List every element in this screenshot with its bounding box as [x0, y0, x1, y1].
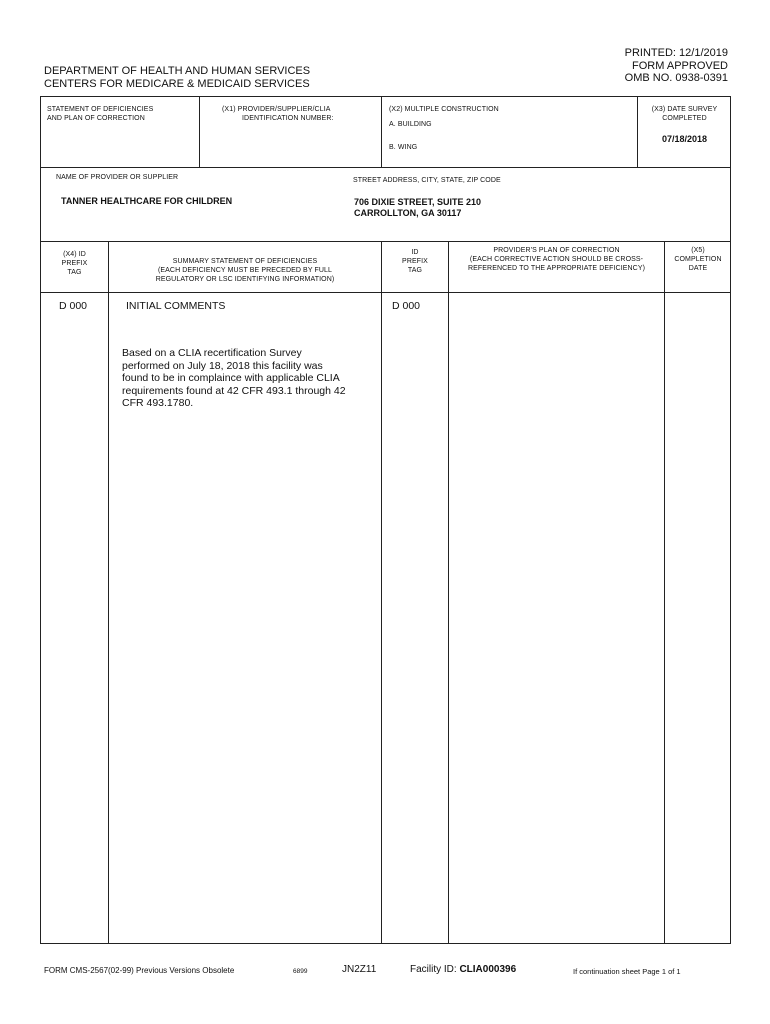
header-left — [44, 65, 310, 91]
divider — [381, 96, 382, 168]
header-right — [625, 47, 728, 85]
facility-label: Facility ID: — [410, 964, 460, 975]
footer-event-id: JN2Z11 — [342, 964, 377, 975]
x5-header — [665, 246, 731, 273]
plan-line2: (EACH CORRECTIVE ACTION SHOULD BE CROSS- — [469, 256, 644, 263]
x4-line3: TAG — [67, 269, 82, 276]
entry-text — [122, 347, 380, 410]
x4-header — [41, 250, 108, 277]
address-line1: 706 DIXIE STREET, SUITE 210 — [354, 197, 482, 207]
x5-line2: COMPLETION — [674, 256, 722, 263]
printed-date: PRINTED: 12/1/2019 — [624, 47, 728, 59]
statement-label — [47, 105, 153, 123]
omb-number: OMB NO. 0938-0391 — [624, 72, 728, 84]
x5-line3: DATE — [688, 265, 708, 272]
provider-name: TANNER HEALTHCARE FOR CHILDREN — [61, 196, 233, 206]
footer-code: 6899 — [293, 968, 308, 975]
centers-title: CENTERS FOR MEDICARE & MEDICAID SERVICES — [44, 78, 310, 90]
x2-building: A. BUILDING — [389, 121, 432, 128]
entry-text-line4: requirements found at 42 CFR 493.1 through 42 — [122, 384, 346, 397]
provider-address — [354, 197, 481, 219]
address-line2: CARROLLTON, GA 30117 — [354, 208, 462, 218]
summary-line3: REGULATORY OR LSC IDENTIFYING INFORMATION) — [155, 276, 335, 283]
department-title: DEPARTMENT OF HEALTH AND HUMAN SERVICES — [44, 65, 311, 77]
col-divider — [108, 241, 109, 944]
survey-date: 07/18/2018 — [661, 134, 708, 144]
summary-line1: SUMMARY STATEMENT OF DEFICIENCIES — [172, 258, 318, 265]
entry-text-line2: performed on July 18, 2018 this facility was — [122, 359, 323, 372]
x3-line1: (X3) DATE SURVEY — [651, 106, 718, 113]
x2-label: (X2) MULTIPLE CONSTRUCTION — [389, 106, 499, 113]
col-divider — [381, 241, 382, 944]
x3-label — [638, 105, 731, 123]
id-line1: ID — [411, 249, 419, 256]
summary-header — [109, 257, 381, 284]
x2-wing: B. WING — [389, 144, 418, 151]
prefix-tag: D 000 — [59, 300, 88, 312]
id-line3: TAG — [407, 267, 423, 274]
table-header-divider — [40, 292, 731, 293]
x1-line2: IDENTIFICATION NUMBER: — [242, 115, 334, 122]
form-approved: FORM APPROVED — [632, 59, 728, 72]
x4-line1: (X4) ID — [63, 251, 86, 258]
x4-line2: PREFIX — [61, 260, 88, 267]
col-divider — [664, 241, 665, 944]
statement-line1: STATEMENT OF DEFICIENCIES — [47, 106, 154, 113]
id-header — [382, 248, 448, 275]
footer-form: FORM CMS-2567(02-99) Previous Versions Obsolete — [44, 966, 235, 975]
plan-line3: REFERENCED TO THE APPROPRIATE DEFICIENCY) — [467, 265, 646, 272]
plan-header — [449, 246, 664, 273]
facility-id: CLIA000396 — [459, 964, 517, 975]
x3-line2: COMPLETED — [662, 115, 707, 122]
entry-title: INITIAL COMMENTS — [126, 300, 226, 312]
id-line2: PREFIX — [402, 258, 428, 265]
id-tag: D 000 — [392, 300, 421, 312]
entry-text-line1: Based on a CLIA recertification Survey — [122, 347, 302, 359]
x5-line1: (X5) — [691, 247, 705, 254]
footer-continuation: If continuation sheet Page 1 of 1 — [573, 967, 681, 976]
col-divider — [448, 241, 449, 944]
entry-text-line5: CFR 493.1780. — [122, 397, 194, 409]
footer-facility — [410, 964, 516, 975]
summary-line2: (EACH DEFICIENCY MUST BE PRECEDED BY FULL — [157, 267, 333, 274]
divider — [199, 96, 200, 168]
entry-text-line3: found to be in complaince with applicable CLIA — [122, 372, 340, 384]
x1-label — [222, 105, 372, 123]
provider-name-label: NAME OF PROVIDER OR SUPPLIER — [56, 174, 179, 181]
x1-line1: (X1) PROVIDER/SUPPLIER/CLIA — [222, 106, 331, 113]
address-label: STREET ADDRESS, CITY, STATE, ZIP CODE — [353, 177, 501, 184]
plan-line1: PROVIDER'S PLAN OF CORRECTION — [493, 247, 620, 254]
statement-line2: AND PLAN OF CORRECTION — [47, 115, 145, 122]
